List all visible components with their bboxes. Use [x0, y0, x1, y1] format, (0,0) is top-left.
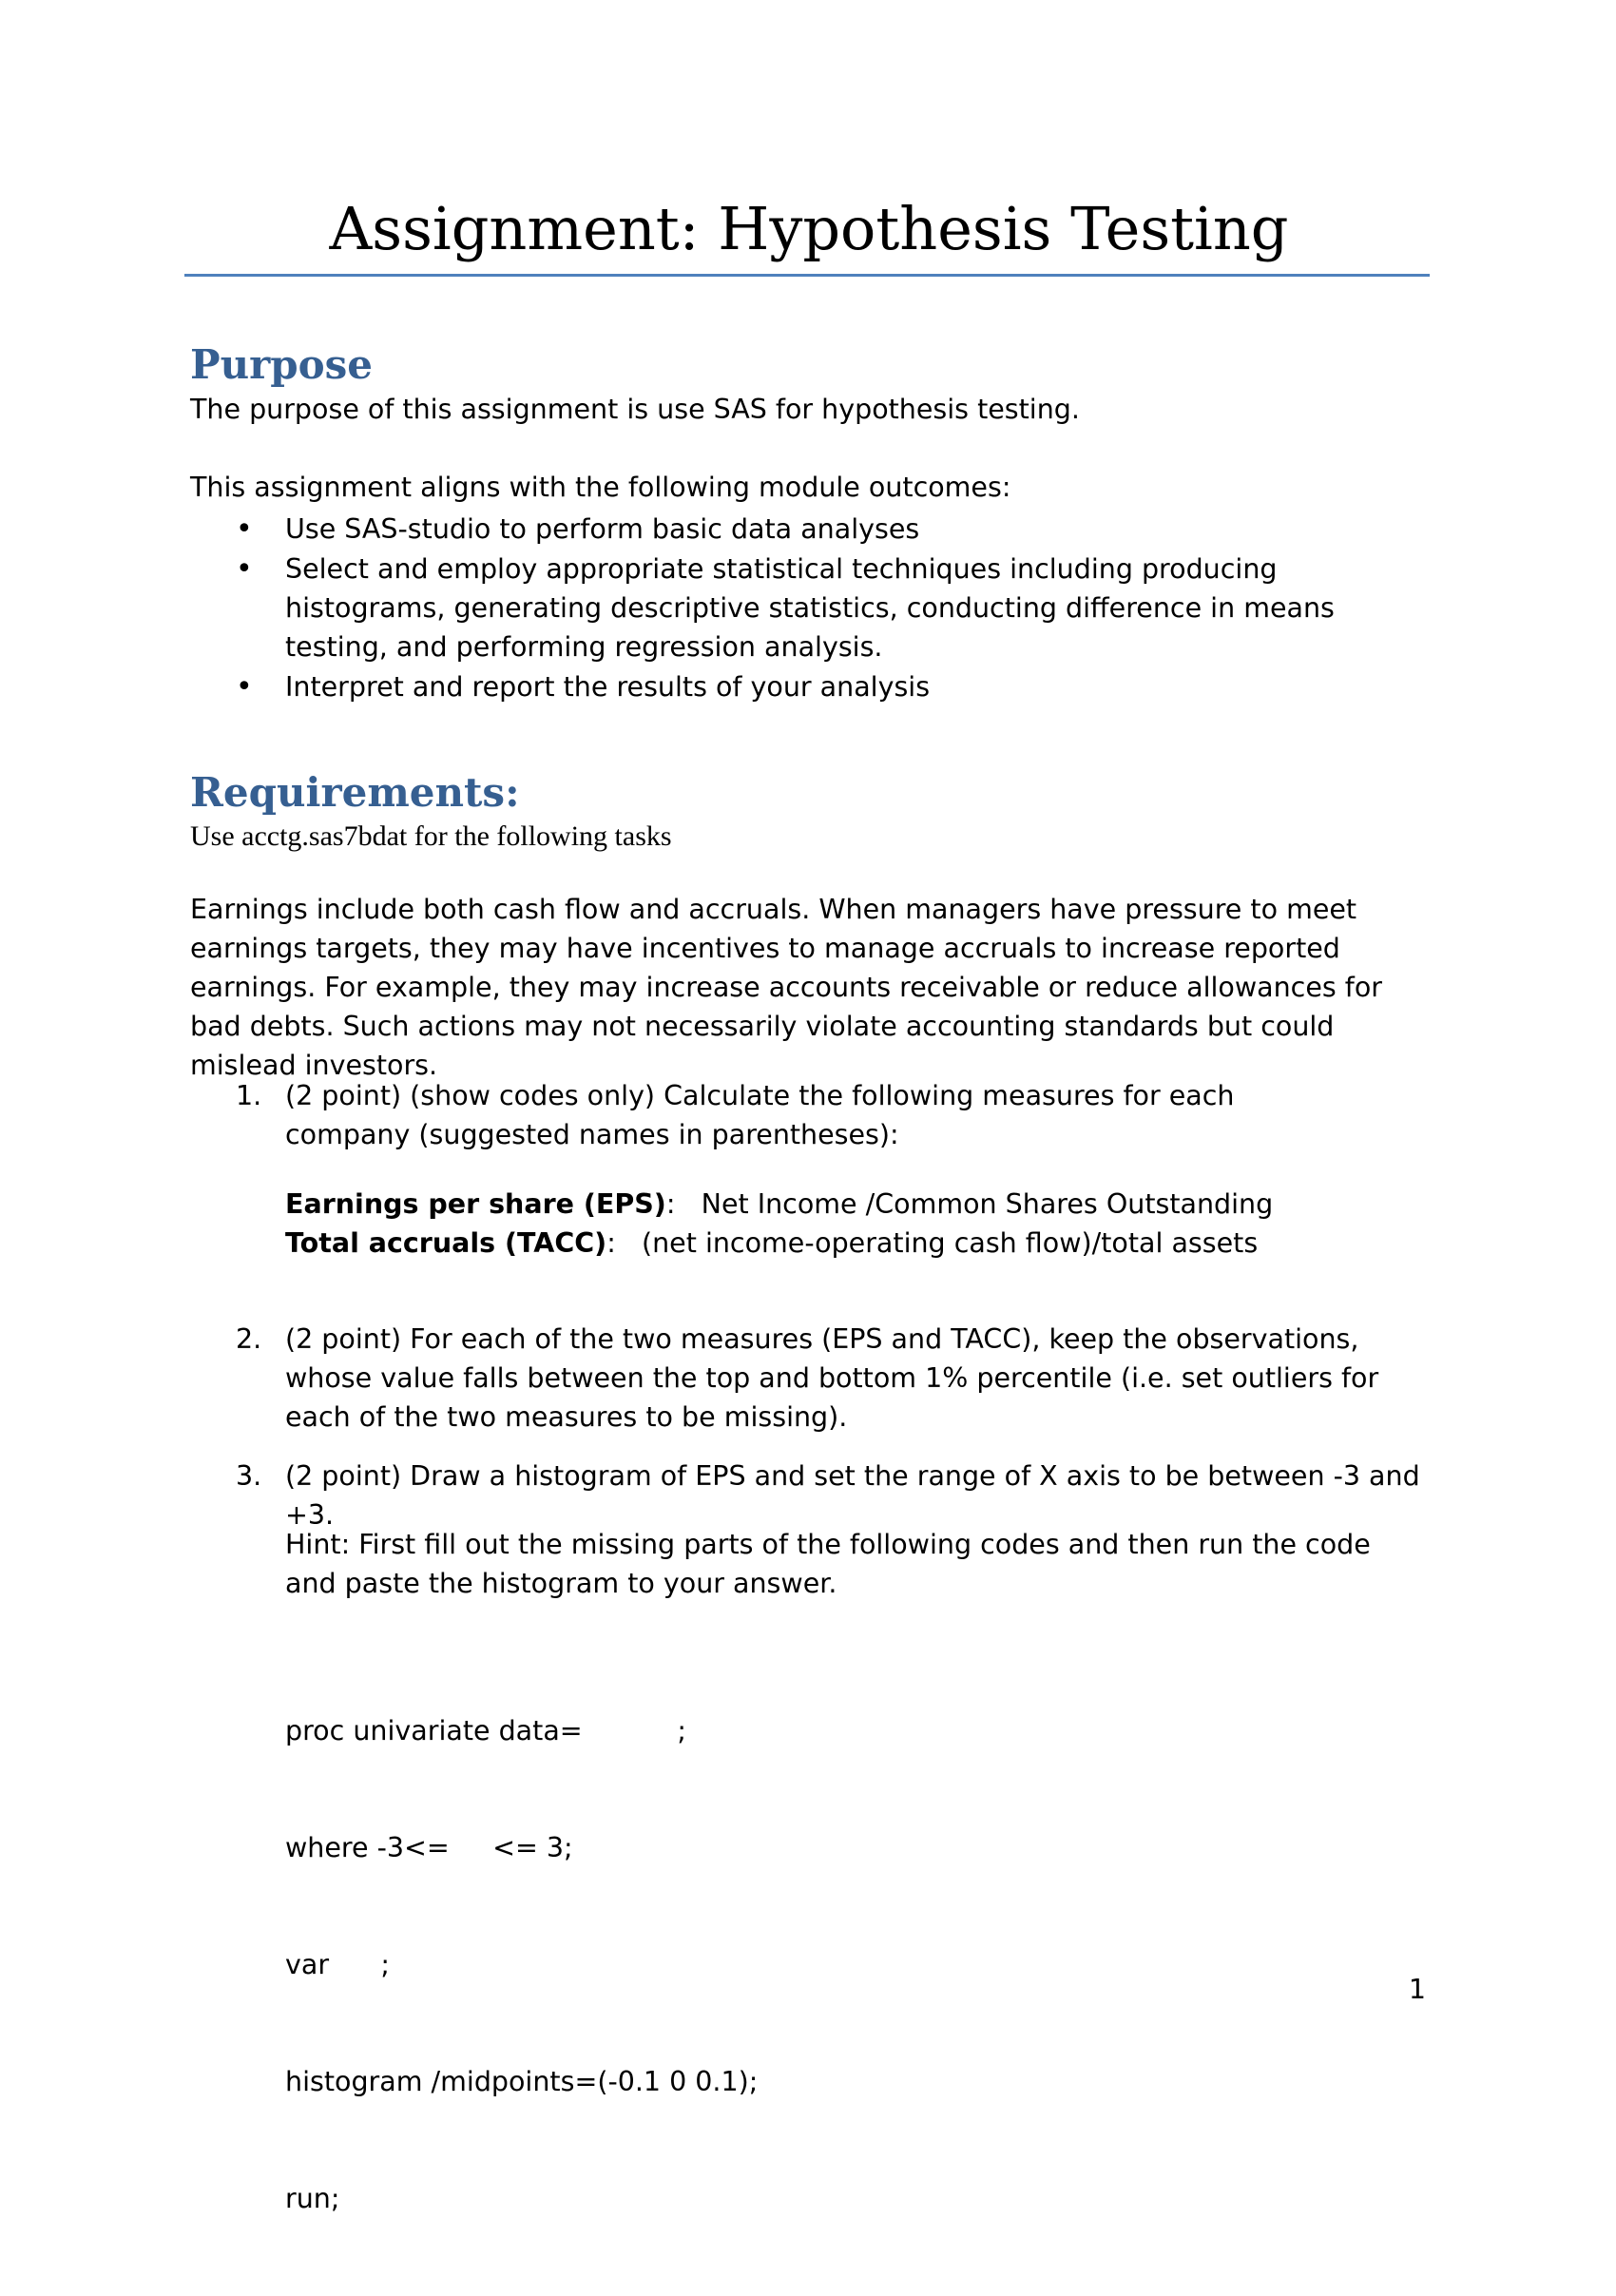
task-number: 2.: [236, 1323, 262, 1355]
code-snippet: [285, 1633, 1046, 2296]
outcomes-list: [190, 510, 1428, 707]
code-line: run;: [285, 2183, 340, 2214]
dataset-note: Use acctg.sas7bdat for the following tasks: [190, 820, 672, 852]
measure-definitions: [285, 1185, 1428, 1263]
task-number: 1.: [236, 1080, 262, 1111]
task-text: (2 point) Draw a histogram of EPS and set the range of X axis to be between -3 and +3.: [285, 1460, 1420, 1531]
task-number: 3.: [236, 1460, 262, 1492]
code-line: var ;: [285, 1949, 391, 1980]
task-1: [190, 1076, 1428, 1154]
outcomes-intro: This assignment aligns with the following module outcomes:: [190, 472, 1011, 503]
task-text: (2 point) (show codes only) Calculate the following measures for each company (suggested names in parentheses):: [285, 1080, 1235, 1150]
requirements-heading: Requirements:: [190, 769, 520, 816]
purpose-intro: The purpose of this assignment is use SAS for hypothesis testing.: [190, 394, 1080, 425]
outcome-item: • Use SAS-studio to perform basic data analyses: [190, 510, 1428, 549]
title-underline: [184, 274, 1430, 277]
context-paragraph: Earnings include both cash flow and accruals. When managers have pressure to meet earnings targets, they may have incentives to manage accruals to increase reported earnings. For example, they may increase accounts receivable or reduce allowances for bad debts. Such actions may not necessarily violate accounting standards but could mislead investors.: [190, 894, 1382, 1081]
outcome-item: • Select and employ appropriate statistical techniques including producing histograms, generating descriptive statistics, conducting difference in means testing, and performing regression analysis.: [190, 550, 1428, 666]
task-text: (2 point) For each of the two measures (EPS and TACC), keep the observations, whose value falls between the top and bottom 1% percentile (i.e. set outliers for each of the two measures to be missing).: [285, 1323, 1379, 1433]
task-3-hint: Hint: First fill out the missing parts of the following codes and then run the code and paste the histogram to your answer.: [285, 1529, 1371, 1599]
definition-formula: (net income-operating cash flow)/total assets: [642, 1227, 1259, 1259]
code-line: where -3<= <= 3;: [285, 1832, 573, 1863]
outcome-item: • Interpret and report the results of your analysis: [190, 667, 1428, 706]
code-line: histogram /midpoints=(-0.1 0 0.1);: [285, 2066, 759, 2097]
definition-tacc: Total accruals (TACC): (net income-operating cash flow)/total assets: [285, 1227, 1259, 1259]
definition-term: Total accruals (TACC): [285, 1227, 607, 1259]
document-title: Assignment: Hypothesis Testing: [329, 194, 1289, 263]
task-2: [190, 1320, 1428, 1437]
purpose-heading: Purpose: [190, 341, 373, 388]
code-line: proc univariate data= ;: [285, 1715, 686, 1746]
task-3: [190, 1457, 1428, 1534]
definition-eps: Earnings per share (EPS): Net Income /Common Shares Outstanding: [285, 1188, 1274, 1220]
page-number: 1: [1408, 1974, 1426, 2005]
definition-formula: Net Income /Common Shares Outstanding: [701, 1188, 1274, 1220]
definition-term: Earnings per share (EPS): [285, 1188, 666, 1220]
